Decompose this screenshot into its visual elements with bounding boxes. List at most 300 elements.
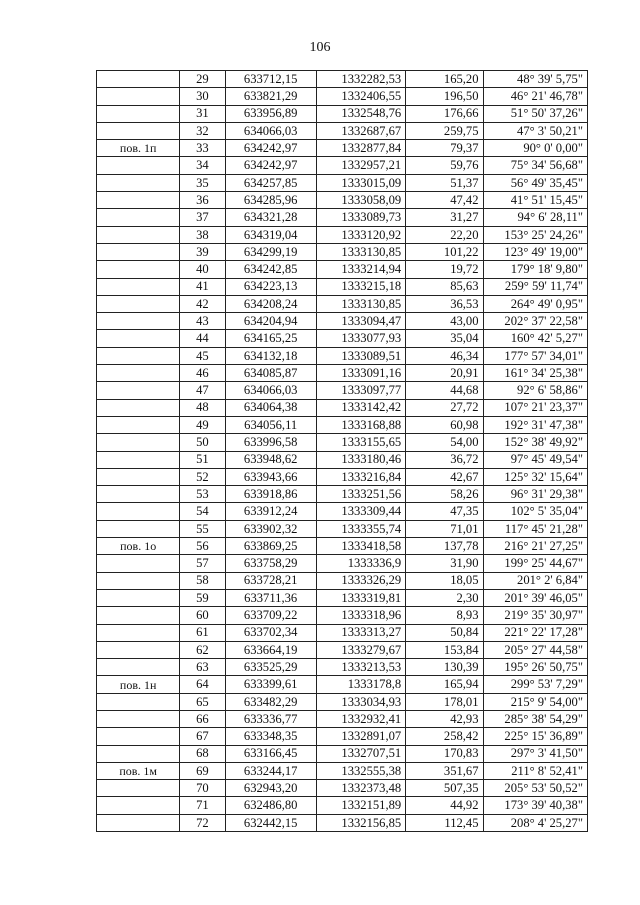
- bearing-angle-cell: 177° 57' 34,01": [483, 347, 587, 364]
- turn-label-cell: [97, 520, 180, 537]
- x-coordinate-cell: 633399,61: [225, 676, 316, 693]
- distance-cell: 54,00: [406, 434, 483, 451]
- turn-label-cell: [97, 330, 180, 347]
- x-coordinate-cell: 633821,29: [225, 88, 316, 105]
- x-coordinate-cell: 633702,34: [225, 624, 316, 641]
- distance-cell: 51,37: [406, 174, 483, 191]
- bearing-angle-cell: 47° 3' 50,21": [483, 122, 587, 139]
- point-number-cell: 31: [180, 105, 225, 122]
- distance-cell: 47,35: [406, 503, 483, 520]
- bearing-angle-cell: 153° 25' 24,26": [483, 226, 587, 243]
- point-number-cell: 40: [180, 261, 225, 278]
- table-row: [97, 261, 588, 278]
- distance-cell: 20,91: [406, 365, 483, 382]
- distance-cell: 165,94: [406, 676, 483, 693]
- x-coordinate-cell: 634257,85: [225, 174, 316, 191]
- point-number-cell: 33: [180, 140, 225, 157]
- turn-label-cell: [97, 278, 180, 295]
- distance-cell: 47,42: [406, 192, 483, 209]
- point-number-cell: 44: [180, 330, 225, 347]
- bearing-angle-cell: 92° 6' 58,86": [483, 382, 587, 399]
- bearing-angle-cell: 299° 53' 7,29": [483, 676, 587, 693]
- x-coordinate-cell: 634066,03: [225, 122, 316, 139]
- table-row: [97, 641, 588, 658]
- table-row: [97, 209, 588, 226]
- point-number-cell: 35: [180, 174, 225, 191]
- turn-label-cell: [97, 589, 180, 606]
- turn-label-cell: [97, 693, 180, 710]
- table-row: [97, 347, 588, 364]
- distance-cell: 153,84: [406, 641, 483, 658]
- distance-cell: 27,72: [406, 399, 483, 416]
- point-number-cell: 65: [180, 693, 225, 710]
- bearing-angle-cell: 96° 31' 29,38": [483, 486, 587, 503]
- table-row: [97, 693, 588, 710]
- table-row: [97, 555, 588, 572]
- distance-cell: 58,26: [406, 486, 483, 503]
- x-coordinate-cell: 633336,77: [225, 710, 316, 727]
- bearing-angle-cell: 94° 6' 28,11": [483, 209, 587, 226]
- bearing-angle-cell: 285° 38' 54,29": [483, 710, 587, 727]
- point-number-cell: 49: [180, 416, 225, 433]
- point-number-cell: 62: [180, 641, 225, 658]
- table-row: [97, 624, 588, 641]
- point-number-cell: 52: [180, 468, 225, 485]
- table-row: [97, 572, 588, 589]
- bearing-angle-cell: 297° 3' 41,50": [483, 745, 587, 762]
- x-coordinate-cell: 634319,04: [225, 226, 316, 243]
- table-row: [97, 243, 588, 260]
- turn-label-cell: [97, 624, 180, 641]
- x-coordinate-cell: 634132,18: [225, 347, 316, 364]
- distance-cell: 42,67: [406, 468, 483, 485]
- y-coordinate-cell: 1333213,53: [316, 659, 405, 676]
- table-row: [97, 399, 588, 416]
- x-coordinate-cell: 633712,15: [225, 71, 316, 88]
- x-coordinate-cell: 633728,21: [225, 572, 316, 589]
- y-coordinate-cell: 1333142,42: [316, 399, 405, 416]
- distance-cell: 60,98: [406, 416, 483, 433]
- bearing-angle-cell: 160° 42' 5,27": [483, 330, 587, 347]
- table-row: [97, 745, 588, 762]
- table-row: [97, 780, 588, 797]
- turn-label-cell: пов. 1н: [97, 676, 180, 693]
- x-coordinate-cell: 634208,24: [225, 295, 316, 312]
- point-number-cell: 64: [180, 676, 225, 693]
- y-coordinate-cell: 1332282,53: [316, 71, 405, 88]
- x-coordinate-cell: 633482,29: [225, 693, 316, 710]
- distance-cell: 36,72: [406, 451, 483, 468]
- distance-cell: 351,67: [406, 762, 483, 779]
- table-row: [97, 434, 588, 451]
- point-number-cell: 67: [180, 728, 225, 745]
- table-row: [97, 192, 588, 209]
- x-coordinate-cell: 633918,86: [225, 486, 316, 503]
- table-row: [97, 71, 588, 88]
- point-number-cell: 54: [180, 503, 225, 520]
- table-row: [97, 659, 588, 676]
- turn-label-cell: [97, 607, 180, 624]
- x-coordinate-cell: 634056,11: [225, 416, 316, 433]
- distance-cell: 101,22: [406, 243, 483, 260]
- turn-label-cell: [97, 243, 180, 260]
- turn-label-cell: [97, 122, 180, 139]
- turn-label-cell: [97, 295, 180, 312]
- bearing-angle-cell: 219° 35' 30,97": [483, 607, 587, 624]
- turn-label-cell: [97, 814, 180, 831]
- y-coordinate-cell: 1333015,09: [316, 174, 405, 191]
- table-row: [97, 710, 588, 727]
- point-number-cell: 32: [180, 122, 225, 139]
- turn-label-cell: [97, 434, 180, 451]
- y-coordinate-cell: 1333178,8: [316, 676, 405, 693]
- distance-cell: 31,90: [406, 555, 483, 572]
- distance-cell: 170,83: [406, 745, 483, 762]
- table-row: [97, 520, 588, 537]
- bearing-angle-cell: 117° 45' 21,28": [483, 520, 587, 537]
- x-coordinate-cell: 633709,22: [225, 607, 316, 624]
- y-coordinate-cell: 1333309,44: [316, 503, 405, 520]
- y-coordinate-cell: 1333089,51: [316, 347, 405, 364]
- table-row: [97, 486, 588, 503]
- x-coordinate-cell: 634223,13: [225, 278, 316, 295]
- x-coordinate-cell: 634242,85: [225, 261, 316, 278]
- point-number-cell: 38: [180, 226, 225, 243]
- bearing-angle-cell: 41° 51' 15,45": [483, 192, 587, 209]
- y-coordinate-cell: 1333418,58: [316, 538, 405, 555]
- point-number-cell: 30: [180, 88, 225, 105]
- bearing-angle-cell: 215° 9' 54,00": [483, 693, 587, 710]
- bearing-angle-cell: 211° 8' 52,41": [483, 762, 587, 779]
- x-coordinate-cell: 633948,62: [225, 451, 316, 468]
- table-row: [97, 88, 588, 105]
- turn-label-cell: [97, 468, 180, 485]
- point-number-cell: 45: [180, 347, 225, 364]
- table-row: [97, 278, 588, 295]
- bearing-angle-cell: 125° 32' 15,64": [483, 468, 587, 485]
- point-number-cell: 51: [180, 451, 225, 468]
- turn-label-cell: [97, 728, 180, 745]
- table-row: [97, 157, 588, 174]
- bearing-angle-cell: 195° 26' 50,75": [483, 659, 587, 676]
- distance-cell: 8,93: [406, 607, 483, 624]
- bearing-angle-cell: 90° 0' 0,00": [483, 140, 587, 157]
- point-number-cell: 63: [180, 659, 225, 676]
- bearing-angle-cell: 97° 45' 49,54": [483, 451, 587, 468]
- bearing-angle-cell: 107° 21' 23,37": [483, 399, 587, 416]
- distance-cell: 42,93: [406, 710, 483, 727]
- x-coordinate-cell: 634242,97: [225, 140, 316, 157]
- turn-label-cell: [97, 226, 180, 243]
- coordinates-table: [96, 70, 588, 832]
- bearing-angle-cell: 225° 15' 36,89": [483, 728, 587, 745]
- bearing-angle-cell: 75° 34' 56,68": [483, 157, 587, 174]
- distance-cell: 35,04: [406, 330, 483, 347]
- table-row: [97, 503, 588, 520]
- table-row: [97, 676, 588, 693]
- point-number-cell: 50: [180, 434, 225, 451]
- point-number-cell: 53: [180, 486, 225, 503]
- x-coordinate-cell: 633166,45: [225, 745, 316, 762]
- table-row: [97, 728, 588, 745]
- distance-cell: 19,72: [406, 261, 483, 278]
- y-coordinate-cell: 1333089,73: [316, 209, 405, 226]
- x-coordinate-cell: 633664,19: [225, 641, 316, 658]
- table-row: [97, 105, 588, 122]
- y-coordinate-cell: 1332891,07: [316, 728, 405, 745]
- y-coordinate-cell: 1333130,85: [316, 243, 405, 260]
- turn-label-cell: [97, 451, 180, 468]
- table-row: [97, 330, 588, 347]
- bearing-angle-cell: 208° 4' 25,27": [483, 814, 587, 831]
- distance-cell: 36,53: [406, 295, 483, 312]
- x-coordinate-cell: 633758,29: [225, 555, 316, 572]
- point-number-cell: 29: [180, 71, 225, 88]
- table-row: [97, 797, 588, 814]
- point-number-cell: 47: [180, 382, 225, 399]
- x-coordinate-cell: 634085,87: [225, 365, 316, 382]
- y-coordinate-cell: 1333097,77: [316, 382, 405, 399]
- bearing-angle-cell: 48° 39' 5,75": [483, 71, 587, 88]
- coordinates-table-body: [97, 71, 588, 832]
- turn-label-cell: [97, 503, 180, 520]
- bearing-angle-cell: 199° 25' 44,67": [483, 555, 587, 572]
- bearing-angle-cell: 221° 22' 17,28": [483, 624, 587, 641]
- y-coordinate-cell: 1333077,93: [316, 330, 405, 347]
- bearing-angle-cell: 161° 34' 25,38": [483, 365, 587, 382]
- x-coordinate-cell: 632486,80: [225, 797, 316, 814]
- bearing-angle-cell: 264° 49' 0,95": [483, 295, 587, 312]
- table-row: [97, 174, 588, 191]
- distance-cell: 112,45: [406, 814, 483, 831]
- y-coordinate-cell: 1332957,21: [316, 157, 405, 174]
- distance-cell: 196,50: [406, 88, 483, 105]
- page-number: 106: [309, 40, 331, 55]
- x-coordinate-cell: 633943,66: [225, 468, 316, 485]
- bearing-angle-cell: 201° 2' 6,84": [483, 572, 587, 589]
- distance-cell: 2,30: [406, 589, 483, 606]
- y-coordinate-cell: 1332406,55: [316, 88, 405, 105]
- distance-cell: 176,66: [406, 105, 483, 122]
- y-coordinate-cell: 1333319,81: [316, 589, 405, 606]
- x-coordinate-cell: 634285,96: [225, 192, 316, 209]
- turn-label-cell: пов. 1п: [97, 140, 180, 157]
- distance-cell: 137,78: [406, 538, 483, 555]
- point-number-cell: 70: [180, 780, 225, 797]
- turn-label-cell: [97, 486, 180, 503]
- bearing-angle-cell: 51° 50' 37,26": [483, 105, 587, 122]
- bearing-angle-cell: 202° 37' 22,58": [483, 313, 587, 330]
- turn-label-cell: [97, 797, 180, 814]
- turn-label-cell: [97, 641, 180, 658]
- turn-label-cell: [97, 174, 180, 191]
- turn-label-cell: [97, 659, 180, 676]
- distance-cell: 259,75: [406, 122, 483, 139]
- point-number-cell: 58: [180, 572, 225, 589]
- y-coordinate-cell: 1333251,56: [316, 486, 405, 503]
- y-coordinate-cell: 1333215,18: [316, 278, 405, 295]
- point-number-cell: 48: [180, 399, 225, 416]
- y-coordinate-cell: 1332555,38: [316, 762, 405, 779]
- y-coordinate-cell: 1333336,9: [316, 555, 405, 572]
- bearing-angle-cell: 179° 18' 9,80": [483, 261, 587, 278]
- distance-cell: 31,27: [406, 209, 483, 226]
- turn-label-cell: [97, 157, 180, 174]
- y-coordinate-cell: 1332707,51: [316, 745, 405, 762]
- bearing-angle-cell: 205° 27' 44,58": [483, 641, 587, 658]
- point-number-cell: 36: [180, 192, 225, 209]
- table-row: [97, 416, 588, 433]
- y-coordinate-cell: 1333355,74: [316, 520, 405, 537]
- point-number-cell: 57: [180, 555, 225, 572]
- bearing-angle-cell: 201° 39' 46,05": [483, 589, 587, 606]
- turn-label-cell: [97, 745, 180, 762]
- y-coordinate-cell: 1332156,85: [316, 814, 405, 831]
- x-coordinate-cell: 632442,15: [225, 814, 316, 831]
- table-row: [97, 382, 588, 399]
- x-coordinate-cell: 634165,25: [225, 330, 316, 347]
- y-coordinate-cell: 1333168,88: [316, 416, 405, 433]
- y-coordinate-cell: 1333313,27: [316, 624, 405, 641]
- turn-label-cell: [97, 382, 180, 399]
- y-coordinate-cell: 1332687,67: [316, 122, 405, 139]
- point-number-cell: 46: [180, 365, 225, 382]
- point-number-cell: 60: [180, 607, 225, 624]
- table-row: [97, 295, 588, 312]
- point-number-cell: 72: [180, 814, 225, 831]
- turn-label-cell: [97, 209, 180, 226]
- y-coordinate-cell: 1333034,93: [316, 693, 405, 710]
- x-coordinate-cell: 634242,97: [225, 157, 316, 174]
- point-number-cell: 68: [180, 745, 225, 762]
- y-coordinate-cell: 1332151,89: [316, 797, 405, 814]
- turn-label-cell: [97, 555, 180, 572]
- point-number-cell: 59: [180, 589, 225, 606]
- y-coordinate-cell: 1332373,48: [316, 780, 405, 797]
- y-coordinate-cell: 1333214,94: [316, 261, 405, 278]
- point-number-cell: 55: [180, 520, 225, 537]
- table-row: [97, 607, 588, 624]
- point-number-cell: 42: [180, 295, 225, 312]
- point-number-cell: 69: [180, 762, 225, 779]
- bearing-angle-cell: 259° 59' 11,74": [483, 278, 587, 295]
- turn-label-cell: пов. 1м: [97, 762, 180, 779]
- point-number-cell: 71: [180, 797, 225, 814]
- y-coordinate-cell: 1332932,41: [316, 710, 405, 727]
- turn-label-cell: [97, 780, 180, 797]
- distance-cell: 22,20: [406, 226, 483, 243]
- x-coordinate-cell: 633996,58: [225, 434, 316, 451]
- distance-cell: 130,39: [406, 659, 483, 676]
- turn-label-cell: [97, 416, 180, 433]
- bearing-angle-cell: 46° 21' 46,78": [483, 88, 587, 105]
- distance-cell: 43,00: [406, 313, 483, 330]
- turn-label-cell: [97, 261, 180, 278]
- turn-label-cell: [97, 572, 180, 589]
- point-number-cell: 34: [180, 157, 225, 174]
- bearing-angle-cell: 123° 49' 19,00": [483, 243, 587, 260]
- turn-label-cell: [97, 347, 180, 364]
- x-coordinate-cell: 634299,19: [225, 243, 316, 260]
- distance-cell: 79,37: [406, 140, 483, 157]
- bearing-angle-cell: 56° 49' 35,45": [483, 174, 587, 191]
- x-coordinate-cell: 633525,29: [225, 659, 316, 676]
- point-number-cell: 66: [180, 710, 225, 727]
- point-number-cell: 41: [180, 278, 225, 295]
- table-row: [97, 762, 588, 779]
- turn-label-cell: [97, 365, 180, 382]
- x-coordinate-cell: 633348,35: [225, 728, 316, 745]
- table-row: [97, 468, 588, 485]
- turn-label-cell: [97, 105, 180, 122]
- x-coordinate-cell: 633956,89: [225, 105, 316, 122]
- turn-label-cell: пов. 1о: [97, 538, 180, 555]
- bearing-angle-cell: 173° 39' 40,38": [483, 797, 587, 814]
- y-coordinate-cell: 1333058,09: [316, 192, 405, 209]
- table-row: [97, 122, 588, 139]
- x-coordinate-cell: 632943,20: [225, 780, 316, 797]
- table-row: [97, 313, 588, 330]
- y-coordinate-cell: 1333216,84: [316, 468, 405, 485]
- y-coordinate-cell: 1333279,67: [316, 641, 405, 658]
- bearing-angle-cell: 205° 53' 50,52": [483, 780, 587, 797]
- table-row: [97, 814, 588, 831]
- point-number-cell: 61: [180, 624, 225, 641]
- turn-label-cell: [97, 71, 180, 88]
- y-coordinate-cell: 1333120,92: [316, 226, 405, 243]
- distance-cell: 178,01: [406, 693, 483, 710]
- table-row: [97, 451, 588, 468]
- distance-cell: 44,92: [406, 797, 483, 814]
- turn-label-cell: [97, 88, 180, 105]
- x-coordinate-cell: 634204,94: [225, 313, 316, 330]
- table-row: [97, 140, 588, 157]
- y-coordinate-cell: 1333130,85: [316, 295, 405, 312]
- table-row: [97, 538, 588, 555]
- distance-cell: 59,76: [406, 157, 483, 174]
- x-coordinate-cell: 634321,28: [225, 209, 316, 226]
- distance-cell: 71,01: [406, 520, 483, 537]
- turn-label-cell: [97, 399, 180, 416]
- y-coordinate-cell: 1333318,96: [316, 607, 405, 624]
- y-coordinate-cell: 1333094,47: [316, 313, 405, 330]
- x-coordinate-cell: 634066,03: [225, 382, 316, 399]
- distance-cell: 258,42: [406, 728, 483, 745]
- distance-cell: 50,84: [406, 624, 483, 641]
- distance-cell: 85,63: [406, 278, 483, 295]
- x-coordinate-cell: 633902,32: [225, 520, 316, 537]
- bearing-angle-cell: 102° 5' 35,04": [483, 503, 587, 520]
- x-coordinate-cell: 633869,25: [225, 538, 316, 555]
- x-coordinate-cell: 633912,24: [225, 503, 316, 520]
- bearing-angle-cell: 216° 21' 27,25": [483, 538, 587, 555]
- y-coordinate-cell: 1333326,29: [316, 572, 405, 589]
- point-number-cell: 43: [180, 313, 225, 330]
- turn-label-cell: [97, 710, 180, 727]
- x-coordinate-cell: 633711,36: [225, 589, 316, 606]
- y-coordinate-cell: 1333180,46: [316, 451, 405, 468]
- bearing-angle-cell: 192° 31' 47,38": [483, 416, 587, 433]
- distance-cell: 165,20: [406, 71, 483, 88]
- x-coordinate-cell: 633244,17: [225, 762, 316, 779]
- point-number-cell: 37: [180, 209, 225, 226]
- distance-cell: 44,68: [406, 382, 483, 399]
- y-coordinate-cell: 1332877,84: [316, 140, 405, 157]
- table-row: [97, 589, 588, 606]
- turn-label-cell: [97, 313, 180, 330]
- y-coordinate-cell: 1333091,16: [316, 365, 405, 382]
- x-coordinate-cell: 634064,38: [225, 399, 316, 416]
